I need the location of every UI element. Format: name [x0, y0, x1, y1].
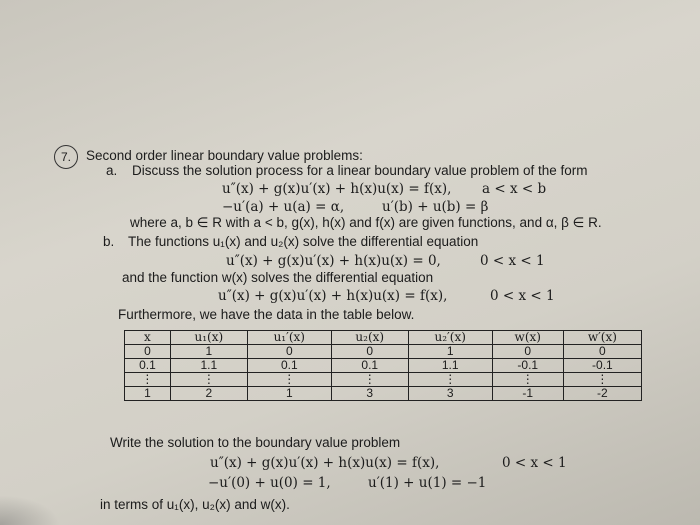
table-cell: 1 — [247, 387, 331, 401]
table-cell: 3 — [408, 387, 492, 401]
page-shadow — [0, 495, 60, 525]
table-cell: ⋮ — [492, 373, 563, 387]
problem-number: 7. — [60, 150, 71, 164]
part-b-text: The functions u₁(x) and u₂(x) solve the differential equation — [128, 234, 479, 249]
part-a-left-bc: −u′(a) + u(a) = α, — [222, 199, 345, 215]
final-terms: in terms of u₁(x), u₂(x) and w(x). — [100, 497, 290, 512]
part-a-where: where a, b ∈ R with a < b, g(x), h(x) and f(x) are given functions, and α, β ∈ R. — [130, 215, 602, 230]
table-cell: 0 — [563, 345, 641, 359]
part-a-text: Discuss the solution process for a linear boundary value problem of the form — [132, 163, 588, 178]
table-cell: 1 — [408, 345, 492, 359]
table-cell: 0 — [125, 345, 171, 359]
table-row — [125, 387, 642, 401]
table-cell: 0.1 — [125, 359, 171, 373]
part-b-w-equation: u″(x) + g(x)u′(x) + h(x)u(x) = f(x), — [218, 288, 448, 304]
table-cell: 0 — [247, 345, 331, 359]
problem-number-circle — [54, 145, 78, 169]
table-header-cell: u₁′(x) — [247, 331, 331, 345]
part-a-domain: a < x < b — [482, 181, 547, 197]
table-cell: 1.1 — [170, 359, 247, 373]
table-cell: 1 — [125, 387, 171, 401]
final-domain: 0 < x < 1 — [502, 455, 567, 471]
table-cell: 1 — [170, 345, 247, 359]
table-header-cell: x — [125, 331, 171, 345]
table-cell: ⋮ — [170, 373, 247, 387]
table-cell: 0.1 — [331, 359, 408, 373]
table-header-cell: w′(x) — [563, 331, 641, 345]
part-a-label: a. — [106, 163, 118, 178]
final-intro: Write the solution to the boundary value problem — [110, 435, 401, 450]
part-b-w-domain: 0 < x < 1 — [490, 288, 555, 304]
table-cell: 0 — [331, 345, 408, 359]
table-cell: -2 — [563, 387, 641, 401]
table-cell: 3 — [331, 387, 408, 401]
table-cell: 0.1 — [247, 359, 331, 373]
part-b-homog-equation: u″(x) + g(x)u′(x) + h(x)u(x) = 0, — [226, 253, 441, 269]
table-cell: ⋮ — [563, 373, 641, 387]
table-cell: -0.1 — [563, 359, 641, 373]
table-cell: -1 — [492, 387, 563, 401]
part-b-furthermore: Furthermore, we have the data in the table below. — [118, 307, 415, 322]
part-a-right-bc: u′(b) + u(b) = β — [382, 199, 489, 215]
table-header-row — [125, 331, 642, 345]
problem-heading: Second order linear boundary value problems: — [86, 148, 363, 163]
part-a-equation: u″(x) + g(x)u′(x) + h(x)u(x) = f(x), — [222, 181, 452, 197]
table-cell: ⋮ — [247, 373, 331, 387]
table-cell: 2 — [170, 387, 247, 401]
final-equation: u″(x) + g(x)u′(x) + h(x)u(x) = f(x), — [210, 455, 440, 471]
final-left-bc: −u′(0) + u(0) = 1, — [208, 475, 331, 491]
table-row — [125, 359, 642, 373]
table-header-cell: u₂(x) — [331, 331, 408, 345]
table-header-cell: u₂′(x) — [408, 331, 492, 345]
table-cell: ⋮ — [125, 373, 171, 387]
table-row — [125, 373, 642, 387]
table-cell: 1.1 — [408, 359, 492, 373]
table-cell: ⋮ — [408, 373, 492, 387]
data-table — [124, 330, 642, 401]
final-right-bc: u′(1) + u(1) = −1 — [368, 475, 487, 491]
table-header-cell: w(x) — [492, 331, 563, 345]
table-row — [125, 345, 642, 359]
table-cell: 0 — [492, 345, 563, 359]
table-header-cell: u₁(x) — [170, 331, 247, 345]
table-cell: ⋮ — [331, 373, 408, 387]
part-b-homog-domain: 0 < x < 1 — [480, 253, 545, 269]
part-b-label: b. — [103, 234, 115, 249]
table-cell: -0.1 — [492, 359, 563, 373]
part-b-w-text: and the function w(x) solves the differential equation — [122, 270, 434, 285]
